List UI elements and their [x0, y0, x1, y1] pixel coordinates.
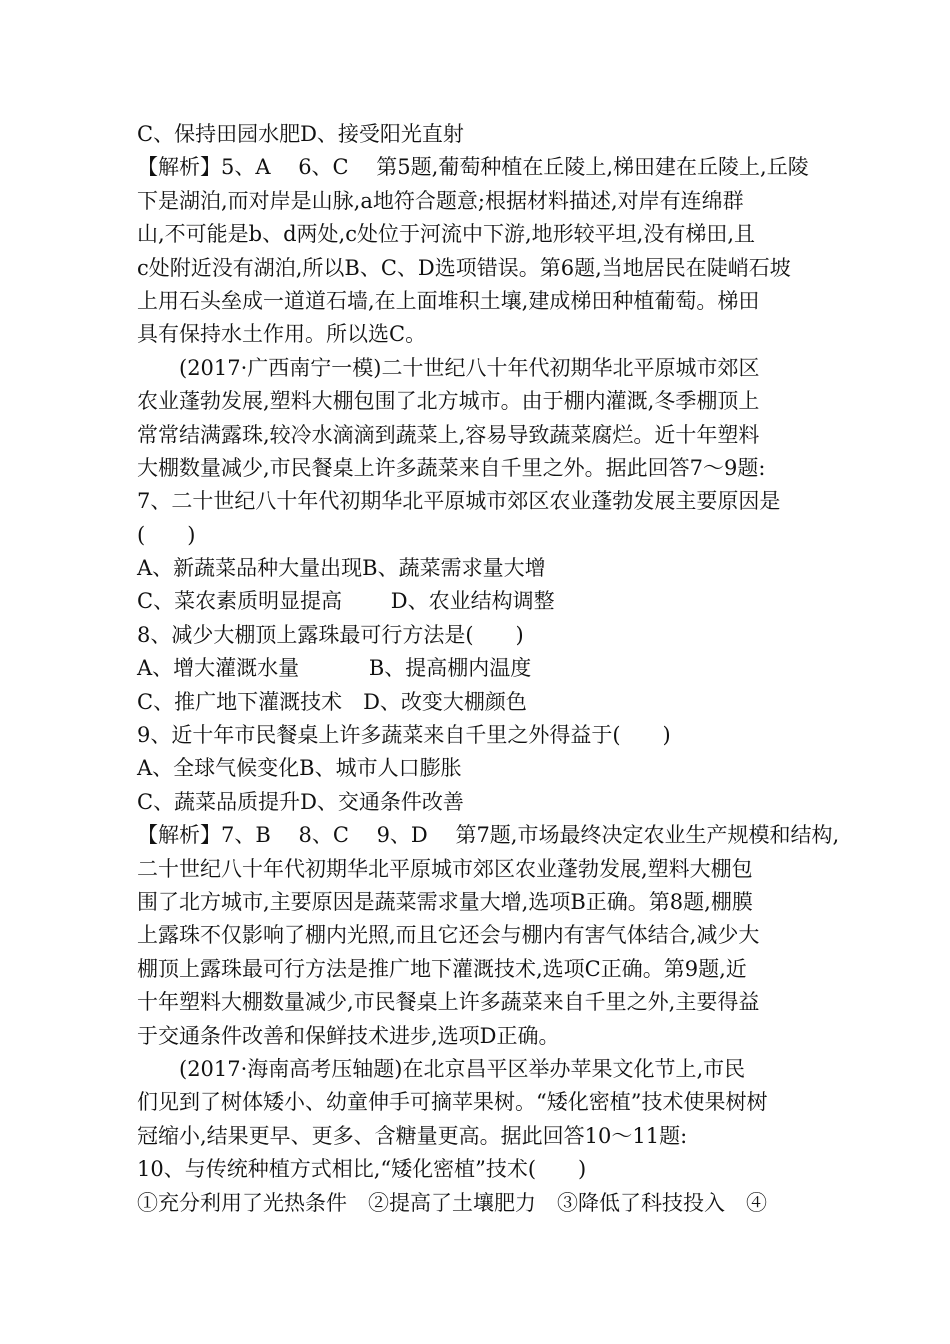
- text-line: ①充分利用了光热条件 ②提高了土壤肥力 ③降低了科技投入 ④: [137, 1190, 767, 1215]
- text-line: C、蔬菜品质提升D、交通条件改善: [137, 789, 464, 814]
- text-line: A、增大灌溉水量 B、提高棚内温度: [137, 656, 532, 681]
- text-line: 冠缩小,结果更早、更多、含糖量更高。据此回答10～11题:: [137, 1123, 688, 1148]
- text-line: 【解析】7、B 8、C 9、D 第7题,市场最终决定农业生产规模和结构,: [137, 823, 840, 848]
- text-line: 山,不可能是b、d两处,c处位于河流中下游,地形较平坦,没有梯田,且: [137, 222, 756, 247]
- text-line: 7、二十世纪八十年代初期华北平原城市郊区农业蓬勃发展主要原因是: [137, 489, 781, 514]
- text-line: (2017·广西南宁一模)二十世纪八十年代初期华北平原城市郊区: [179, 355, 760, 380]
- text-line: ( ): [137, 522, 196, 547]
- text-line: 们见到了树体矮小、幼童伸手可摘苹果树。“矮化密植”技术使果树树: [137, 1090, 768, 1115]
- text-line: 大棚数量减少,市民餐桌上许多蔬菜来自千里之外。据此回答7～9题:: [137, 455, 766, 480]
- text-line: 10、与传统种植方式相比,“矮化密植”技术( ): [137, 1157, 587, 1182]
- text-line: 【解析】5、A 6、C 第5题,葡萄种植在丘陵上,梯田建在丘陵上,丘陵: [137, 155, 809, 180]
- text-line: 9、近十年市民餐桌上许多蔬菜来自千里之外得益于( ): [137, 723, 671, 748]
- text-line: 十年塑料大棚数量减少,市民餐桌上许多蔬菜来自千里之外,主要得益: [137, 990, 760, 1015]
- text-line: 常常结满露珠,较冷水滴滴到蔬菜上,容易导致蔬菜腐烂。近十年塑料: [137, 422, 760, 447]
- text-line: C、菜农素质明显提高 D、农业结构调整: [137, 589, 555, 614]
- text-line: A、全球气候变化B、城市人口膨胀: [137, 756, 462, 781]
- text-line: (2017·海南高考压轴题)在北京昌平区举办苹果文化节上,市民: [179, 1056, 746, 1081]
- text-line: 于交通条件改善和保鲜技术进步,选项D正确。: [137, 1023, 560, 1048]
- text-line: 二十世纪八十年代初期华北平原城市郊区农业蓬勃发展,塑料大棚包: [137, 856, 753, 881]
- text-line: A、新蔬菜品种大量出现B、蔬菜需求量大增: [137, 556, 546, 581]
- text-line: 棚顶上露珠最可行方法是推广地下灌溉技术,选项C正确。第9题,近: [137, 956, 747, 981]
- text-line: 农业蓬勃发展,塑料大棚包围了北方城市。由于棚内灌溉,冬季棚顶上: [137, 389, 760, 414]
- text-line: 具有保持水土作用。所以选C。: [137, 322, 427, 347]
- text-line: C、推广地下灌溉技术 D、改变大棚颜色: [137, 689, 527, 714]
- document-page: [137, 118, 840, 1220]
- text-line: 下是湖泊,而对岸是山脉,a地符合题意;根据材料描述,对岸有连绵群: [137, 188, 744, 213]
- text-line: C、保持田园水肥D、接受阳光直射: [137, 122, 464, 146]
- text-line: 上用石头垒成一道道石墙,在上面堆积土壤,建成梯田种植葡萄。梯田: [137, 288, 760, 313]
- text-line: 围了北方城市,主要原因是蔬菜需求量大增,选项B正确。第8题,棚膜: [137, 889, 753, 914]
- text-line: c处附近没有湖泊,所以B、C、D选项错误。第6题,当地居民在陡峭石坡: [137, 255, 791, 280]
- text-line: 8、减少大棚顶上露珠最可行方法是( ): [137, 622, 524, 647]
- text-line: 上露珠不仅影响了棚内光照,而且它还会与棚内有害气体结合,减少大: [137, 923, 760, 948]
